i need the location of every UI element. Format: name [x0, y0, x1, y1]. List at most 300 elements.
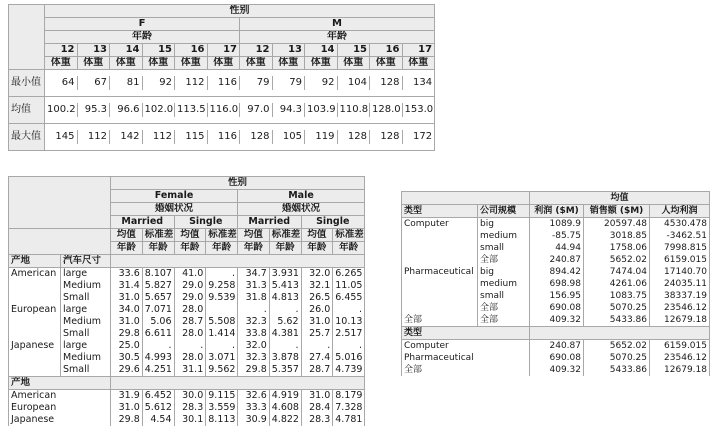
age-header: 年龄	[240, 31, 435, 44]
age-column-header: 17	[402, 44, 435, 57]
table-cell: 29.0	[174, 292, 206, 304]
table-cell: 95.3	[77, 103, 110, 117]
table-row	[402, 290, 710, 302]
table-cell: 698.98	[530, 278, 584, 290]
table-cell: 92	[305, 76, 338, 90]
weight-column-header: 体重	[45, 57, 78, 70]
table-cell: 34.7	[238, 268, 270, 281]
table-cell: 31.0	[111, 292, 143, 304]
weight-by-sex-age-table	[8, 4, 435, 151]
table-cell: 25.7	[301, 328, 333, 340]
table-cell: 2.517	[333, 328, 365, 340]
type-label: 全部	[402, 364, 530, 376]
weight-column-header: 体重	[337, 57, 370, 70]
row-label: 最大值	[9, 130, 45, 144]
table-cell: 102.0	[142, 103, 175, 117]
table-row	[9, 390, 365, 403]
table-cell: 31.0	[111, 402, 143, 414]
weight-column-header: 体重	[272, 57, 305, 70]
origin-label	[9, 292, 61, 304]
table-cell: 30.9	[238, 414, 270, 426]
age-column-header: 16	[370, 44, 403, 57]
table-row	[402, 218, 710, 231]
table-row	[9, 268, 365, 281]
type-label	[402, 278, 478, 290]
weight-column-header: 体重	[175, 57, 208, 70]
type-label	[402, 230, 478, 242]
section-header-origin: 产地	[9, 377, 111, 390]
table-cell: 4.381	[269, 328, 301, 340]
row-header-car-size: 汽车尺寸	[61, 255, 111, 268]
table-cell: 29.8	[111, 414, 143, 426]
table-cell: 7.071	[142, 304, 174, 316]
age-column-header: 年龄	[301, 242, 333, 255]
table-cell: 115	[175, 130, 208, 144]
origin-label: American	[9, 268, 61, 281]
status-header-married: Married	[238, 216, 302, 229]
table-cell: 31.4	[111, 280, 143, 292]
table-row	[402, 230, 710, 242]
table-cell: 31.0	[111, 316, 143, 328]
car-size-label: large	[61, 268, 111, 281]
age-column-header: 年龄	[238, 242, 270, 255]
table-row	[9, 103, 435, 117]
stat-column-header: 均值	[111, 229, 143, 242]
table-cell: 79	[272, 76, 305, 90]
table-cell: 5.508	[206, 316, 238, 328]
status-header-single: Single	[174, 216, 238, 229]
age-column-header: 年龄	[174, 242, 206, 255]
origin-label	[9, 364, 61, 377]
table-cell: 4.781	[333, 414, 365, 426]
table-cell: 31.9	[111, 390, 143, 403]
company-size-label: small	[478, 242, 530, 254]
car-size-label: Medium	[61, 280, 111, 292]
table-cell: 23546.12	[650, 352, 710, 364]
table-cell: 5.016	[333, 352, 365, 364]
type-label: Computer	[402, 340, 530, 353]
group-header-female: Female	[111, 190, 238, 203]
table-cell: 97.0	[240, 103, 273, 117]
table-cell: 28.3	[301, 414, 333, 426]
table-cell: 153.0	[402, 103, 435, 117]
table-cell: 28.0	[174, 304, 206, 316]
table-cell: 4.813	[269, 292, 301, 304]
table-cell: 32.0	[301, 268, 333, 281]
table-cell: 8.113	[206, 414, 238, 426]
table-row	[402, 266, 710, 278]
table-row	[9, 130, 435, 144]
table-cell: 30.1	[174, 414, 206, 426]
table-cell: 6.265	[333, 268, 365, 281]
table-cell: 5.612	[142, 402, 174, 414]
table-cell: 28.7	[301, 364, 333, 377]
table-cell: 26.5	[301, 292, 333, 304]
age-column-header: 15	[142, 44, 175, 57]
origin-label: European	[9, 304, 61, 316]
origin-label: American	[9, 390, 111, 403]
table-cell: 24035.11	[650, 278, 710, 290]
table-cell: 8.107	[142, 268, 174, 281]
table-cell: 5.827	[142, 280, 174, 292]
table-cell: 112	[77, 130, 110, 144]
table-cell: 6159.015	[650, 254, 710, 266]
origin-label	[9, 352, 61, 364]
table-cell: 9.539	[206, 292, 238, 304]
table-cell: 7474.04	[584, 266, 650, 278]
row-header-company-size: 公司规模	[478, 205, 530, 218]
age-column-header: 12	[45, 44, 78, 57]
table-cell: 31.8	[238, 292, 270, 304]
table-cell: .	[142, 340, 174, 352]
table-cell: 3.878	[269, 352, 301, 364]
table-cell: 4.993	[142, 352, 174, 364]
table-cell: 81	[110, 76, 143, 90]
table-cell: 92	[142, 76, 175, 90]
weight-column-header: 体重	[110, 57, 143, 70]
table-cell: 25.0	[111, 340, 143, 352]
type-label: Pharmaceutical	[402, 352, 530, 364]
table-cell: 4.54	[142, 414, 174, 426]
table-cell: 142	[110, 130, 143, 144]
origin-label: Japanese	[9, 340, 61, 352]
table-cell: 104	[337, 76, 370, 90]
table-cell: 44.94	[530, 242, 584, 254]
status-header-single: Single	[301, 216, 365, 229]
mean-header: 均值	[530, 192, 710, 205]
row-header-type: 类型	[402, 205, 478, 218]
table-cell: 32.0	[238, 340, 270, 352]
stat-column-header: 均值	[238, 229, 270, 242]
header-spacer	[111, 255, 365, 268]
table-cell: 128	[240, 130, 273, 144]
stat-column-header: 均值	[301, 229, 333, 242]
table-cell: 409.32	[530, 364, 584, 376]
row-label: 均值	[9, 103, 45, 117]
age-column-header: 年龄	[333, 242, 365, 255]
table-cell: 1083.75	[584, 290, 650, 302]
table-cell	[206, 304, 238, 316]
table-cell: .	[174, 340, 206, 352]
table-cell: 4.822	[269, 414, 301, 426]
table-cell: 38337.19	[650, 290, 710, 302]
table-cell: 32.6	[238, 390, 270, 403]
type-label: 全部	[402, 314, 478, 327]
table-cell: 5.657	[142, 292, 174, 304]
table-cell: 4.739	[333, 364, 365, 377]
table-cell: 6.611	[142, 328, 174, 340]
table-cell: 240.87	[530, 254, 584, 266]
table-cell: 29.8	[111, 328, 143, 340]
table-cell: 240.87	[530, 340, 584, 353]
table-cell: 29.8	[238, 364, 270, 377]
row-spacer	[45, 144, 435, 151]
table-row	[9, 280, 365, 292]
table-cell: 33.6	[111, 268, 143, 281]
table-cell: 64	[45, 76, 78, 90]
marital-header: 婚姻状况	[238, 203, 365, 216]
table-row	[402, 352, 710, 364]
car-size-label: large	[61, 304, 111, 316]
age-column-header: 年龄	[206, 242, 238, 255]
table-cell: .	[269, 304, 301, 316]
table-cell: 29.6	[111, 364, 143, 377]
table-cell: 5652.02	[584, 254, 650, 266]
table-cell: 28.0	[174, 352, 206, 364]
table-cell: 5070.25	[584, 302, 650, 314]
table-cell: 3.071	[206, 352, 238, 364]
table-cell: 409.32	[530, 314, 584, 327]
table-row	[402, 242, 710, 254]
type-label	[402, 290, 478, 302]
age-column-header: 15	[337, 44, 370, 57]
table-cell: 32.1	[301, 280, 333, 292]
table-row	[9, 328, 365, 340]
table-cell: 17140.70	[650, 266, 710, 278]
table-cell: 29.0	[174, 280, 206, 292]
car-size-label: Medium	[61, 316, 111, 328]
table-cell: -3462.51	[650, 230, 710, 242]
company-size-label: 全部	[478, 302, 530, 314]
table-cell: 8.179	[333, 390, 365, 403]
table-cell: 30.5	[111, 352, 143, 364]
corner-cell	[9, 5, 45, 70]
status-header-married: Married	[111, 216, 175, 229]
table-cell: 110.8	[337, 103, 370, 117]
age-column-header: 12	[240, 44, 273, 57]
table-cell: 32.3	[238, 352, 270, 364]
table-cell: 67	[77, 76, 110, 90]
car-size-label: large	[61, 340, 111, 352]
table-cell: 9.115	[206, 390, 238, 403]
mpg-by-sex-marital-table	[8, 176, 365, 426]
stat-column-header: 标准差	[206, 229, 238, 242]
table-cell: 9.258	[206, 280, 238, 292]
table-cell: 9.562	[206, 364, 238, 377]
table-cell: 4.919	[269, 390, 301, 403]
table-cell: 145	[45, 130, 78, 144]
type-label	[402, 242, 478, 254]
table-row	[9, 364, 365, 377]
table-cell: 6.455	[333, 292, 365, 304]
table-cell: 6159.015	[650, 340, 710, 353]
table-cell: 128	[370, 76, 403, 90]
table-cell: -85.75	[530, 230, 584, 242]
origin-label: European	[9, 402, 111, 414]
table-row	[402, 314, 710, 327]
table-cell: 94.3	[272, 103, 305, 117]
table-row	[402, 278, 710, 290]
sex-header: 性别	[45, 5, 435, 18]
table-cell: 156.95	[530, 290, 584, 302]
table-cell: 128	[370, 130, 403, 144]
table-cell: 5.413	[269, 280, 301, 292]
table-row	[9, 402, 365, 414]
table-cell: 12679.18	[650, 364, 710, 376]
weight-column-header: 体重	[77, 57, 110, 70]
company-size-label: medium	[478, 278, 530, 290]
corner-cell	[9, 177, 111, 229]
table-cell: 112	[175, 76, 208, 90]
age-column-header: 年龄	[111, 242, 143, 255]
table-cell: 128	[337, 130, 370, 144]
table-cell: 128.0	[370, 103, 403, 117]
origin-label: Japanese	[9, 414, 111, 426]
origin-label	[9, 280, 61, 292]
table-cell: 3.931	[269, 268, 301, 281]
table-cell: 119	[305, 130, 338, 144]
corner-cell	[9, 229, 111, 255]
table-cell: 172	[402, 130, 435, 144]
table-cell: 100.2	[45, 103, 78, 117]
table-cell: 1.414	[206, 328, 238, 340]
table-cell: 4.251	[142, 364, 174, 377]
table-cell: 12679.18	[650, 314, 710, 327]
type-label	[402, 254, 478, 266]
table-row	[402, 364, 710, 376]
table-cell: 28.0	[174, 328, 206, 340]
table-row	[402, 254, 710, 266]
table-cell: 32.3	[238, 316, 270, 328]
table-cell: 4.608	[269, 402, 301, 414]
table-row	[9, 316, 365, 328]
table-cell: 26.0	[301, 304, 333, 316]
measure-column-header: 利润 ($M)	[530, 205, 584, 218]
table-cell: 5.357	[269, 364, 301, 377]
table-cell: 3018.85	[584, 230, 650, 242]
table-cell: 5433.86	[584, 314, 650, 327]
row-spacer	[9, 144, 45, 151]
table-cell: 6.452	[142, 390, 174, 403]
table-cell: .	[206, 340, 238, 352]
origin-label	[9, 316, 61, 328]
table-cell: 4261.06	[584, 278, 650, 290]
table-cell: 20597.48	[584, 218, 650, 231]
table-cell: 7.328	[333, 402, 365, 414]
table-cell: 31.0	[301, 390, 333, 403]
table-cell: 134	[402, 76, 435, 90]
table-cell: 894.42	[530, 266, 584, 278]
type-label: Pharmaceutical	[402, 266, 478, 278]
age-column-header: 14	[305, 44, 338, 57]
row-header-origin: 产地	[9, 255, 61, 268]
age-column-header: 年龄	[269, 242, 301, 255]
corner-cell	[402, 192, 530, 205]
weight-column-header: 体重	[370, 57, 403, 70]
table-cell: 7998.815	[650, 242, 710, 254]
table-cell: 1089.9	[530, 218, 584, 231]
measure-column-header: 销售额 ($M)	[584, 205, 650, 218]
table-cell: 33.3	[238, 402, 270, 414]
table-cell: 33.8	[238, 328, 270, 340]
table-cell: 112	[142, 130, 175, 144]
group-header-m: M	[240, 18, 435, 31]
table-cell: 690.08	[530, 302, 584, 314]
type-label: Computer	[402, 218, 478, 231]
age-column-header: 13	[272, 44, 305, 57]
section-header-type: 类型	[402, 327, 530, 340]
table-cell: 103.9	[305, 103, 338, 117]
table-cell: .	[301, 340, 333, 352]
group-header-male: Male	[238, 190, 365, 203]
table-cell: 3.559	[206, 402, 238, 414]
table-row	[9, 352, 365, 364]
header-spacer	[530, 327, 710, 340]
weight-column-header: 体重	[142, 57, 175, 70]
age-column-header: 16	[175, 44, 208, 57]
age-column-header: 13	[77, 44, 110, 57]
table-cell: 23546.12	[650, 302, 710, 314]
table-row	[402, 302, 710, 314]
marital-header: 婚姻状况	[111, 203, 238, 216]
table-cell: 28.3	[174, 402, 206, 414]
age-header: 年龄	[45, 31, 240, 44]
table-cell: 116	[207, 130, 240, 144]
company-size-label: 全部	[478, 314, 530, 327]
profit-by-type-size-table	[401, 191, 710, 376]
table-row	[9, 340, 365, 352]
table-cell: .	[238, 304, 270, 316]
age-column-header: 年龄	[142, 242, 174, 255]
car-size-label: Small	[61, 364, 111, 377]
company-size-label: 全部	[478, 254, 530, 266]
company-size-label: big	[478, 218, 530, 231]
age-column-header: 14	[110, 44, 143, 57]
stat-column-header: 标准差	[333, 229, 365, 242]
sex-header: 性别	[111, 177, 365, 190]
table-cell: 116.0	[207, 103, 240, 117]
table-cell: .	[206, 268, 238, 281]
table-row	[402, 340, 710, 353]
table-cell: .	[333, 340, 365, 352]
table-cell: 27.4	[301, 352, 333, 364]
table-cell: 96.6	[110, 103, 143, 117]
car-size-label: Medium	[61, 352, 111, 364]
table-row	[9, 414, 365, 426]
weight-column-header: 体重	[240, 57, 273, 70]
table-cell: 5070.25	[584, 352, 650, 364]
table-cell: .	[333, 304, 365, 316]
table-cell: 31.0	[301, 316, 333, 328]
table-cell: 34.0	[111, 304, 143, 316]
table-cell: 79	[240, 76, 273, 90]
table-row	[9, 292, 365, 304]
weight-column-header: 体重	[207, 57, 240, 70]
table-cell: 5652.02	[584, 340, 650, 353]
row-label: 最小值	[9, 76, 45, 90]
weight-column-header: 体重	[305, 57, 338, 70]
table-row	[9, 304, 365, 316]
table-cell: 28.7	[174, 316, 206, 328]
stat-column-header: 标准差	[142, 229, 174, 242]
table-cell: 116	[207, 76, 240, 90]
table-cell: 11.05	[333, 280, 365, 292]
type-label	[402, 302, 478, 314]
table-cell: 5.06	[142, 316, 174, 328]
table-cell: 28.4	[301, 402, 333, 414]
measure-column-header: 人均利润	[650, 205, 710, 218]
company-size-label: small	[478, 290, 530, 302]
table-cell: .	[269, 340, 301, 352]
table-cell: 105	[272, 130, 305, 144]
table-cell: 5433.86	[584, 364, 650, 376]
car-size-label: Small	[61, 292, 111, 304]
group-header-f: F	[45, 18, 240, 31]
table-cell: 690.08	[530, 352, 584, 364]
table-cell: 113.5	[175, 103, 208, 117]
table-cell: 1758.06	[584, 242, 650, 254]
table-cell: 31.3	[238, 280, 270, 292]
